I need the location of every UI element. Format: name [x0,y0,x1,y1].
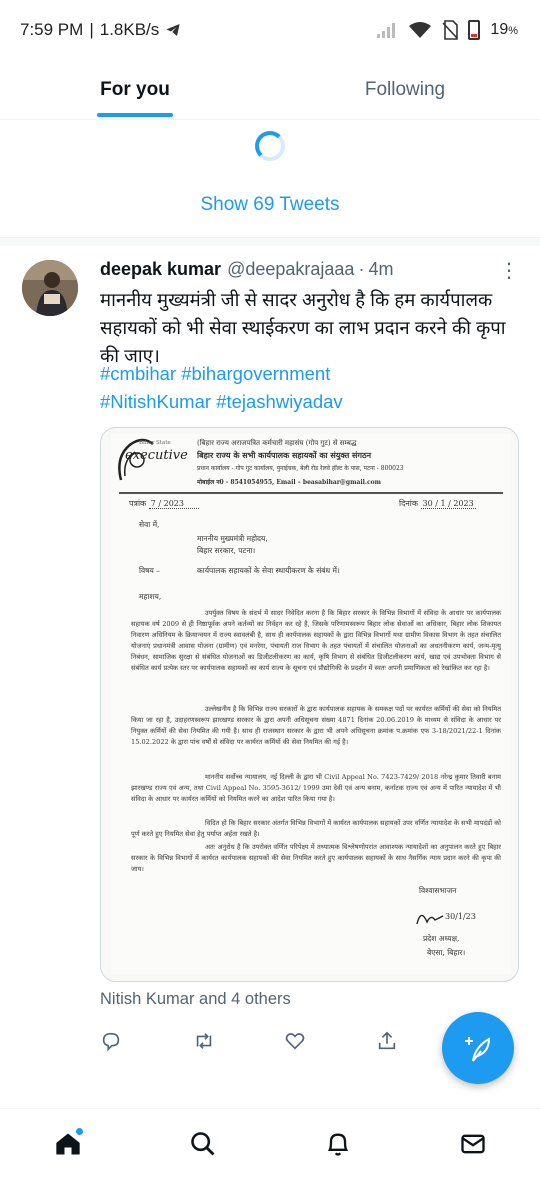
liked-by-summary[interactable]: Nitish Kumar and 4 others [100,990,291,1008]
header-separator: · [358,258,365,279]
loading-area [0,121,540,171]
battery-percent: 19% [490,21,518,38]
compose-feather-icon [461,1031,495,1065]
nav-search[interactable] [173,1114,233,1174]
clock: 7:59 PM [20,20,84,39]
tweet-card[interactable] [0,246,540,1066]
doc-sign-org: बेएसा, बिहार। [427,948,466,957]
tab-label: Following [364,78,446,100]
doc-sign-title: प्रदेश अध्यक्ष, [423,934,460,943]
tweet-time[interactable]: 4m [368,258,394,279]
doc-header-rule [119,492,503,494]
nav-messages[interactable] [443,1114,503,1174]
tab-for-you[interactable] [0,60,270,119]
doc-closing: विश्वासभाजन [419,886,457,895]
doc-subject-label: विषय – [139,566,160,575]
no-sim-icon [442,20,458,40]
tweet-text: माननीय मुख्यमंत्री जी से सादर अनुरोध है कि हम कार्यपालक सहायकों को भी सेवा स्थाईकरण का लाभ प्रदान करने की कृपा की जाए। [100,289,506,366]
network-speed: 1.8KB/s [99,20,160,39]
doc-ref-number: पत्रांक 7 / 2023 [129,498,199,509]
status-separator: | [89,20,94,39]
doc-paragraph: विदित हो कि बिहार सरकार अंतर्गत विभिन्न विभागों में कार्यरत कार्यपालक सहायकों उपर वर्णित न्यायादेश के सभी मापदंडों को पूर्ण करते हुए नियमित सेवा हेतु पर्याप्त अर्हता रखते है। [131,819,501,838]
timeline-divider [0,238,540,246]
share-icon [376,1030,398,1052]
tweet-header [100,256,526,282]
battery-icon [468,20,480,40]
logo-tagline: Bihar State [139,440,171,446]
show-new-tweets-button[interactable] [0,172,540,238]
doc-header-line: बिहार राज्य के सभी कार्यपालक सहायकों का संयुक्त संगठन [197,450,372,460]
loading-spinner-icon [255,131,285,161]
doc-paragraph: माननीय सर्वोच्च न्यायालय, नई दिल्ली के द्वारा भी Civil Appeal No. 7423-7429/ 2018 नरेन्द्र कुमार तिवारी बनाम झारखण्ड राज्य एवं अन्य, तथा Civil Appeal No. 3595-3612/ 1999 उमा देवी एवं अन्य बनाम, कर्नाटक राज्य एवं अन्य में पारित न्यायादेश में भी संविदा के आधार पर कार्यरत कर्मियों को नियमित करने का आदेश पारित किया गया है। [131,773,501,803]
doc-recipient: माननीय मुख्यमंत्री महोदय, [197,534,268,543]
retweet-icon [192,1030,216,1052]
nav-home[interactable] [38,1114,98,1174]
status-bar [0,0,540,60]
nav-notifications[interactable] [308,1114,368,1174]
hashtag-line[interactable]: #cmbihar #bihargovernment [100,363,331,384]
author-handle[interactable]: @deepakrajaaa [227,258,355,279]
hashtag-line[interactable]: #NitishKumar #tejashwiyadav [100,391,343,412]
doc-paragraph: उल्लेखनीय है कि विभिन्न राज्य सरकारों के द्वारा कार्यपालक सहायक के समकक्ष पदों पर कार्यरत कर्मियों की सेवा को नियमित किया जा रहा है, उदाहरणस्वरूप झारखण्ड सरकार के द्वारा अपनी अधिसूचना संख्या 4871 दिनांक 20.06.2019 के माध्यम से संविदा के आधार पर नियुक्त कर्मियों की सेवा नियमित की गयी है। साथ ही राजस्थान सरकार के द्वारा भी अपने अधिसूचना क्रमांक प.क्रमांक एफ 3-18/2021/22-1 दिनांक 15.02.2022 के द्वारा पांच वर्षों से संविदा पर कार्यरत कर्मियों की सेवा नियमित की गई है। [131,705,501,746]
doc-header-line: प्रधान कार्यालय - गोप गुट कार्यालय, पुनाईचक, बेली रोड रेलवे हॉल्ट के पास, पटना - 800023 [197,465,404,472]
doc-header-line: (बिहार राज्य अराजपत्रित कर्मचारी महासंघ (गोप गुट) से सम्बद्ध [197,439,357,447]
logo-wordmark: executive [125,448,188,463]
search-icon [189,1130,217,1158]
avatar[interactable] [22,260,78,316]
tab-label: For you [100,78,170,100]
doc-paragraph: अतः अनुरोध है कि उपरोक्त वर्णित परिपेक्ष्य में तथ्यात्मक विश्लेषणोपरांत आवाश्यक न्यायादेशों का अनुपालन करते हुए बिहार सरकार के विभिन्न विभागों में कार्यरत कार्यपालक सहायकों की सेवा नियमित करते हुए कार्यपालक सहायकों के साथ नैसर्गिक न्याय प्रदान करने की कृपा की जाय। [131,843,501,873]
doc-to-label: सेवा में, [139,520,160,529]
status-left [20,20,181,40]
reply-icon [100,1030,122,1052]
wifi-icon [408,21,432,39]
like-button[interactable] [284,1026,376,1056]
reply-button[interactable] [100,1026,192,1056]
show-tweets-label: Show 69 Tweets [200,193,340,215]
home-unread-dot [76,1128,83,1135]
doc-header-line: मोबाईल न0 - 8541054955, Email – beasabihar@gmail.com [197,479,382,486]
letter-document [111,434,511,974]
timeline-tabs [0,60,540,120]
telegram-icon [165,22,181,38]
more-options-icon[interactable]: ⋮ [499,260,520,282]
bottom-navigation [0,1108,540,1178]
tweet-media-image[interactable] [100,427,519,982]
compose-tweet-button[interactable] [442,1012,514,1084]
system-gesture-area [0,1178,540,1200]
author-name[interactable]: deepak kumar [100,258,222,279]
doc-date: दिनांक 30 / 1 / 2023 [399,499,474,508]
doc-paragraph: उपर्युक्त विषय के संदर्भ में सादर निवेदित करना है कि बिहार सरकार के विभिन्न विभागों में संविदा के आधार पर कार्यपालक सहायक वर्ष 2009 से ही निष्ठापूर्वक अपने कर्तव्यों का निर्वहन कर रहे है, जिसके परिणामस्वरूप बिहार लोक सेवाओं का अधिकार, बिहार लोक शिकायत निवारण अधिनियम के क्रियान्वयन में राज्य स्वावलंबी है, साथ ही कार्यपालक सहायकों के द्वारा विभिन्न विभागों यथा ग्रामीण विकास विभाग के तहत संचालित योजनाएं प्रधानमंत्री आवास योजना (ग्रामीण) एवं मनरेगा, पंचायती राज विभाग के तहत पंचायतों में संचालित योजनाओं का अधतनीकरण कार्य, जन्म-मृत्यु निबंधन, सामाजिक सुरक्षा से संबंधित योजनाओं का डिजीटलीकरण का कार्य, कृषि विभाग से संबंधित डिजीटलीकरण कार्य, खाद्य एवं उपभोक्ता विभाग से संबंधित कार्य प्रत्येक स्तर पर कार्यपालक सहायकों का कार्य राज्य के सूचना एवं प्रौद्योगिकी के प्रदर्शन में स्वतः अपनी प्रमाणिकता को रेखांकित कर रहा है। [131,609,501,672]
tab-active-indicator [97,113,173,117]
doc-salutation: महाशय, [139,592,162,601]
messages-icon [459,1130,487,1158]
doc-subject: कार्यपालक सहायकों के सेवा स्थायीकरण के संबंध में। [197,566,340,575]
retweet-button[interactable] [192,1026,284,1056]
doc-signature-date: 30/1/23 [445,912,476,921]
tweet-hashtags [100,360,528,416]
notifications-icon [324,1130,352,1158]
doc-recipient-address: बिहार सरकार, पटना। [197,546,256,555]
heart-icon [284,1030,306,1052]
tab-following[interactable] [270,60,540,119]
status-right [376,20,518,40]
cell-signal-icon [376,21,398,39]
